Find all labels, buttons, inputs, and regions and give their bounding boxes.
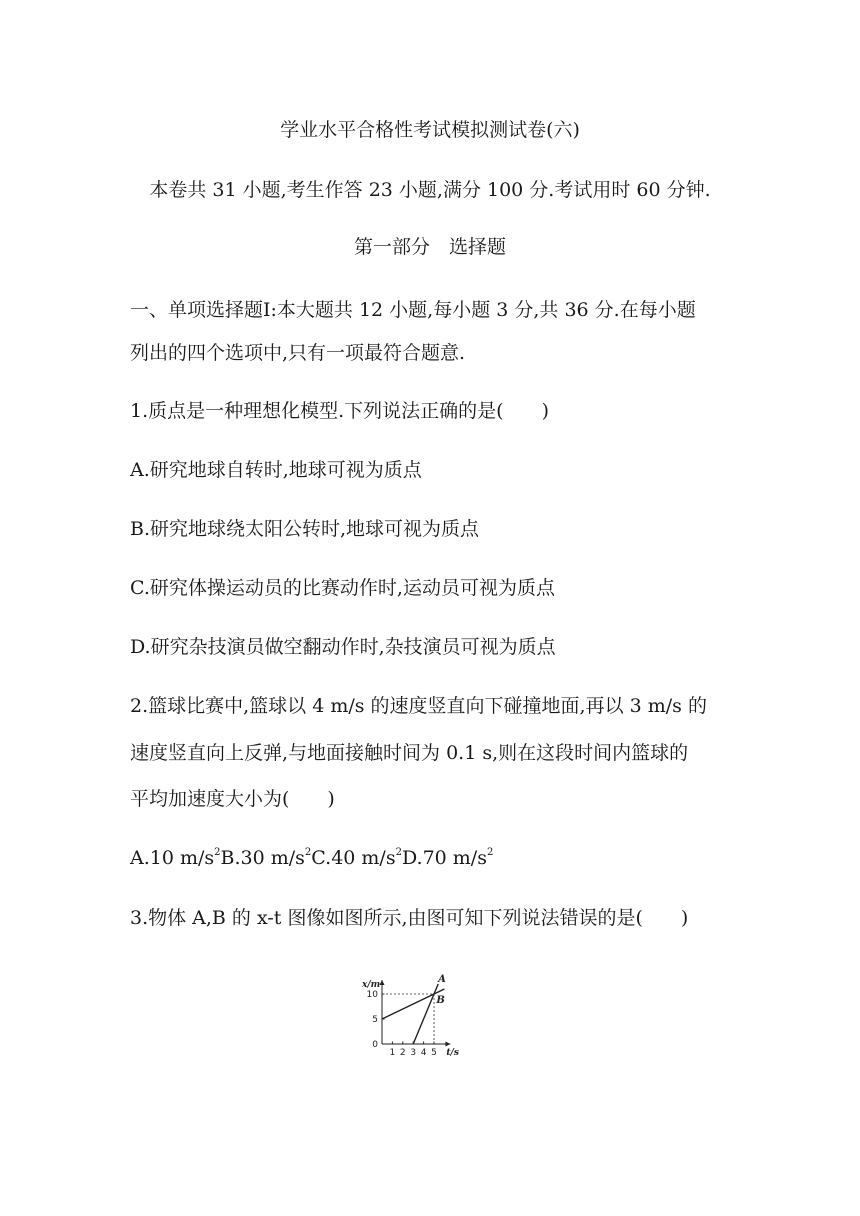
question-2-options [130,845,493,871]
question-2-stem-line-1: 2.篮球比赛中,篮球以 4 m/s 的速度竖直向下碰撞地面,再以 3 m/s 的 [130,695,707,717]
section-instructions-line-2: 列出的四个选项中,只有一项最符合题意. [130,342,466,364]
question-2-stem-line-2: 速度竖直向上反弹,与地面接触时间为 0.1 s,则在这段时间内篮球的 [130,742,689,764]
question-1-option-d: D.研究杂技演员做空翻动作时,杂技演员可视为质点 [130,636,556,658]
x-axis-label: t/s [446,1048,459,1058]
y-tick-label: 10 [366,990,378,1000]
question-2-option-b: B.30 $m/s^2$ [220,847,312,869]
series-label-b: B [436,995,445,1006]
y-tick-label: 0 [372,1040,378,1050]
question-2-option-a: A.10 $m/s^2$ [130,847,221,869]
xt-graph [358,958,508,1062]
section-instructions-line-1: 一、单项选择题Ⅰ:本大题共 12 小题,每小题 3 分,共 36 分.在每小题 [130,299,696,321]
y-tick-label: 5 [372,1015,378,1025]
x-axis-arrow [445,1042,450,1047]
x-tick-label: 4 [420,1048,427,1058]
page-title: 学业水平合格性考试模拟测试卷(六) [280,119,580,141]
question-1-stem: 1.质点是一种理想化模型.下列说法正确的是( ) [130,400,549,422]
series-label-a: A [438,974,446,985]
series-line-b [382,989,444,1019]
question-2-stem-line-3: 平均加速度大小为( ) [130,788,335,810]
x-tick-label: 5 [431,1048,437,1058]
xt-graph-figure [358,958,508,1062]
x-tick-label: 3 [410,1048,417,1058]
question-2-option-c: C.40 $m/s^2$ [311,847,402,869]
question-1-option-a: A.研究地球自转时,地球可视为质点 [130,459,422,481]
exam-notice: 本卷共 31 小题,考生作答 23 小题,满分 100 分.考试用时 60 分钟. [149,179,711,201]
question-1-option-c: C.研究体操运动员的比赛动作时,运动员可视为质点 [130,577,555,599]
x-tick-label: 1 [389,1048,396,1058]
series-line-a [413,984,438,1044]
part-heading: 第一部分 选择题 [353,236,506,258]
question-1-option-b: B.研究地球绕太阳公转时,地球可视为质点 [130,518,480,540]
x-tick-label: 2 [399,1048,406,1058]
question-2-option-d: D.70 $m/s^2$ [401,847,494,869]
question-3-stem: 3.物体 A,B 的 x-t 图像如图所示,由图可知下列说法错误的是( ) [130,907,689,929]
y-axis-label: x/m [362,980,381,990]
y-axis-arrow [380,980,385,985]
